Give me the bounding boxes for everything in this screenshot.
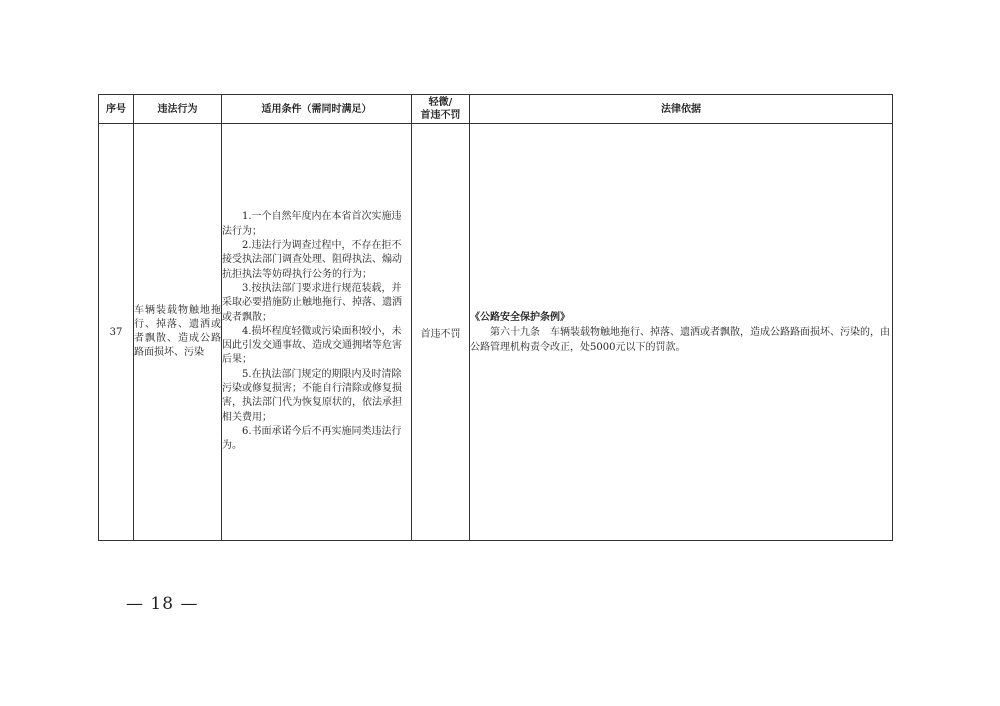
condition-item: 6.书面承诺今后不再实施同类违法行为。	[222, 425, 402, 452]
condition-item: 5.在执法部门规定的期限内及时清除污染或修复损害；不能自行清除或修复损害，执法部门代为恢复原状的，依法承担相关费用；	[222, 368, 402, 423]
condition-item: 2.违法行为调查过程中，不存在拒不接受执法部门调查处理、阻碍执法、煽动抗拒执法等妨碍执行公务的行为；	[222, 240, 402, 280]
header-conditions: 适用条件（需同时满足）	[222, 95, 412, 124]
legal-basis-text: 第六十九条 车辆装载物触地拖行、掉落、遗洒或者飘散，造成公路路面损坏、污染的，由公路管理机构责令改正，处5000元以下的罚款。	[470, 326, 890, 353]
condition-item: 1.一个自然年度内在本省首次实施违法行为；	[222, 211, 402, 237]
header-first-offense-line2: 首违不罚	[420, 110, 461, 121]
page-number: — 18 —	[126, 594, 199, 614]
table-row	[99, 124, 893, 541]
row-legal-basis	[470, 124, 893, 541]
legal-basis-title: 《公路安全保护条例》	[470, 311, 570, 323]
row-first-offense: 首违不罚	[412, 124, 470, 541]
header-first-offense	[412, 95, 470, 124]
row-violation: 车辆装载物触地拖行、掉落、遗洒或者飘散、造成公路路面损坏、污染	[134, 124, 222, 541]
header-number: 序号	[99, 95, 134, 124]
law-table	[98, 94, 893, 541]
row-conditions	[222, 124, 412, 541]
condition-item: 3.按执法部门要求进行规范装载，并采取必要措施防止触地拖行、掉落、遗洒或者飘散；	[222, 282, 402, 323]
condition-item: 4.损坏程度轻微或污染面积较小，未因此引发交通事故、造成交通拥堵等危害后果；	[222, 325, 402, 366]
row-number: 37	[99, 124, 134, 541]
header-legal-basis: 法律依据	[470, 95, 893, 124]
header-row	[99, 95, 893, 124]
header-violation: 违法行为	[134, 95, 222, 124]
header-first-offense-line1: 轻微/	[428, 97, 453, 108]
